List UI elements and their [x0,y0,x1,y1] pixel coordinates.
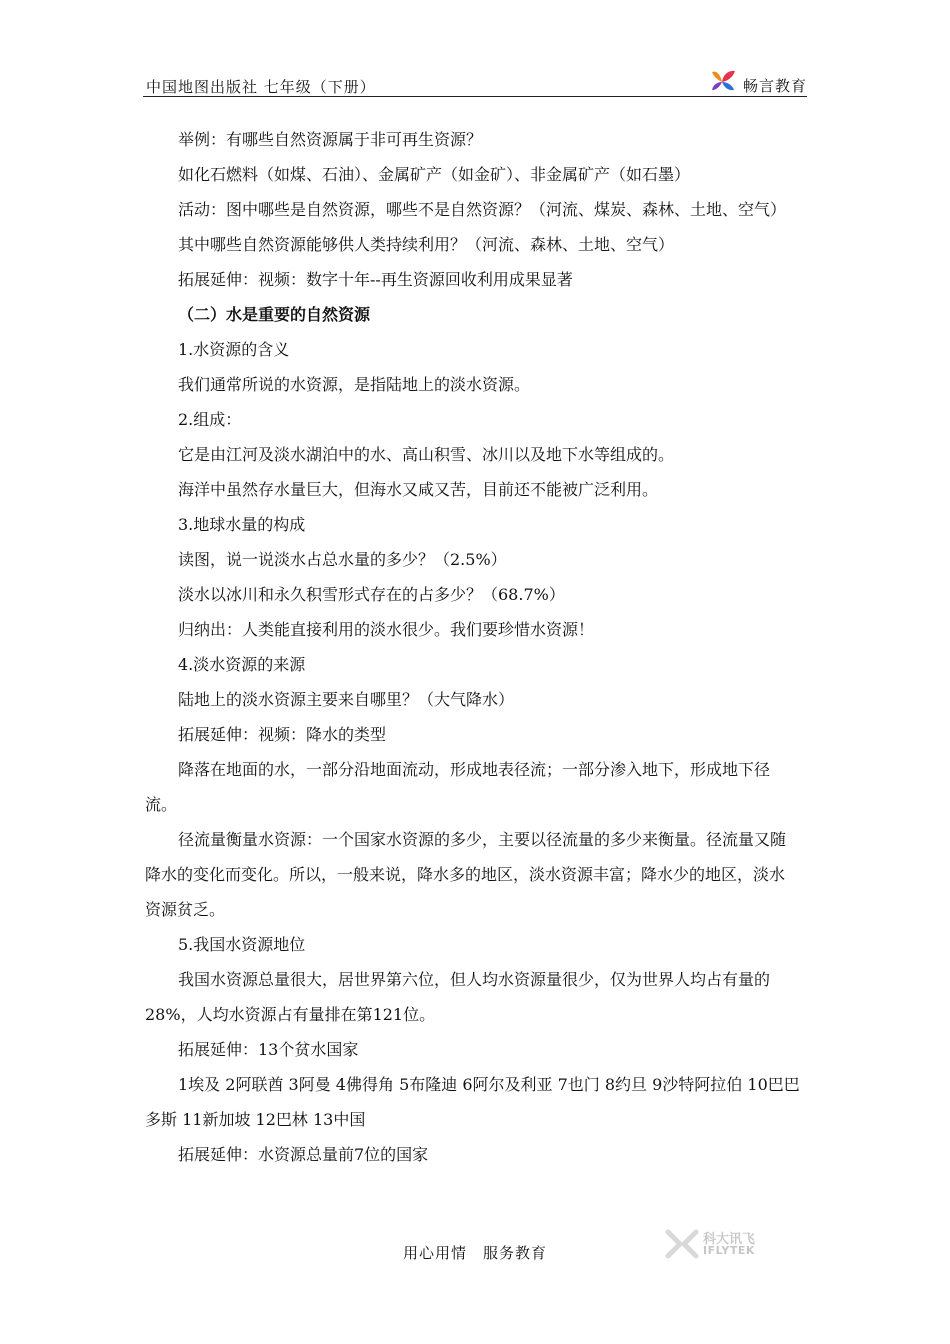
paragraph: 读图，说一说淡水占总水量的多少？（2.5%） [178,550,507,569]
brand-name: 畅言教育 [742,76,807,95]
paragraph: 它是由江河及淡水湖泊中的水、高山积雪、冰川以及地下水等组成的。 [178,445,675,464]
paragraph: 拓展延伸：水资源总量前7位的国家 [178,1145,429,1164]
iflytek-logo-icon [665,1228,699,1260]
changyan-logo-icon [709,68,739,94]
paragraph: 拓展延伸：视频：降水的类型 [178,725,387,744]
paragraph: 海洋中虽然存水量巨大，但海水又咸又苦，目前还不能被广泛利用。 [178,480,659,499]
paragraph: 我国水资源总量很大，居世界第六位，但人均水资源量很少，仅为世界人均占有量的28%，人均水资源占有量排在第121位。 [145,970,771,1024]
footer-slogan: 用心用情 服务教育 [402,1244,547,1262]
section-heading: （二）水是重要的自然资源 [178,305,371,324]
paragraph: 陆地上的淡水资源主要来自哪里？（大气降水） [178,690,515,709]
subheading: 4.淡水资源的来源 [178,655,306,674]
paragraph: 淡水以冰川和永久积雪形式存在的占多少？（68.7%） [178,585,565,604]
paragraph: 径流量衡量水资源：一个国家水资源的多少，主要以径流量的多少来衡量。径流量又随降水的变化而变化。所以，一般来说，降水多的地区，淡水资源丰富；降水少的地区，淡水资源贫乏。 [145,830,787,919]
paragraph: 降落在地面的水，一部分沿地面流动，形成地表径流；一部分渗入地下，形成地下径流。 [145,760,771,814]
paragraph: 拓展延伸：视频：数字十年--再生资源回收利用成果显著 [178,270,573,289]
page-header [143,66,807,96]
subheading: 2.组成： [178,410,242,429]
paragraph: 如化石燃料（如煤、石油）、金属矿产（如金矿）、非金属矿产（如石墨） [178,165,691,184]
paragraph: 归纳出：人类能直接利用的淡水很少。我们要珍惜水资源！ [178,620,595,639]
watermark-cn: 科大讯飞 [703,1232,756,1247]
country-list: 1埃及 2阿联酋 3阿曼 4佛得角 5布隆迪 6阿尔及利亚 7也门 8约旦 9沙特阿拉伯 10巴巴多斯 11新加坡 12巴林 13中国 [145,1075,800,1129]
document-body [145,122,800,1172]
publisher-label: 中国地图出版社 七年级（下册） [146,78,376,96]
watermark-en: IFLYTEK [703,1244,755,1257]
subheading: 1.水资源的含义 [178,340,290,359]
paragraph: 活动：图中哪些是自然资源，哪些不是自然资源？（河流、煤炭、森林、土地、空气） [178,200,787,219]
subheading: 3.地球水量的构成 [178,515,306,534]
subheading: 5.我国水资源地位 [178,935,306,954]
paragraph: 我们通常所说的水资源，是指陆地上的淡水资源。 [178,375,531,394]
header-divider [143,96,807,97]
paragraph: 其中哪些自然资源能够供人类持续利用？（河流、森林、土地、空气） [178,235,675,254]
paragraph: 举例：有哪些自然资源属于非可再生资源？ [178,130,483,149]
brand-block [709,66,807,96]
paragraph: 拓展延伸：13个贫水国家 [178,1040,359,1059]
iflytek-watermark [665,1228,775,1260]
